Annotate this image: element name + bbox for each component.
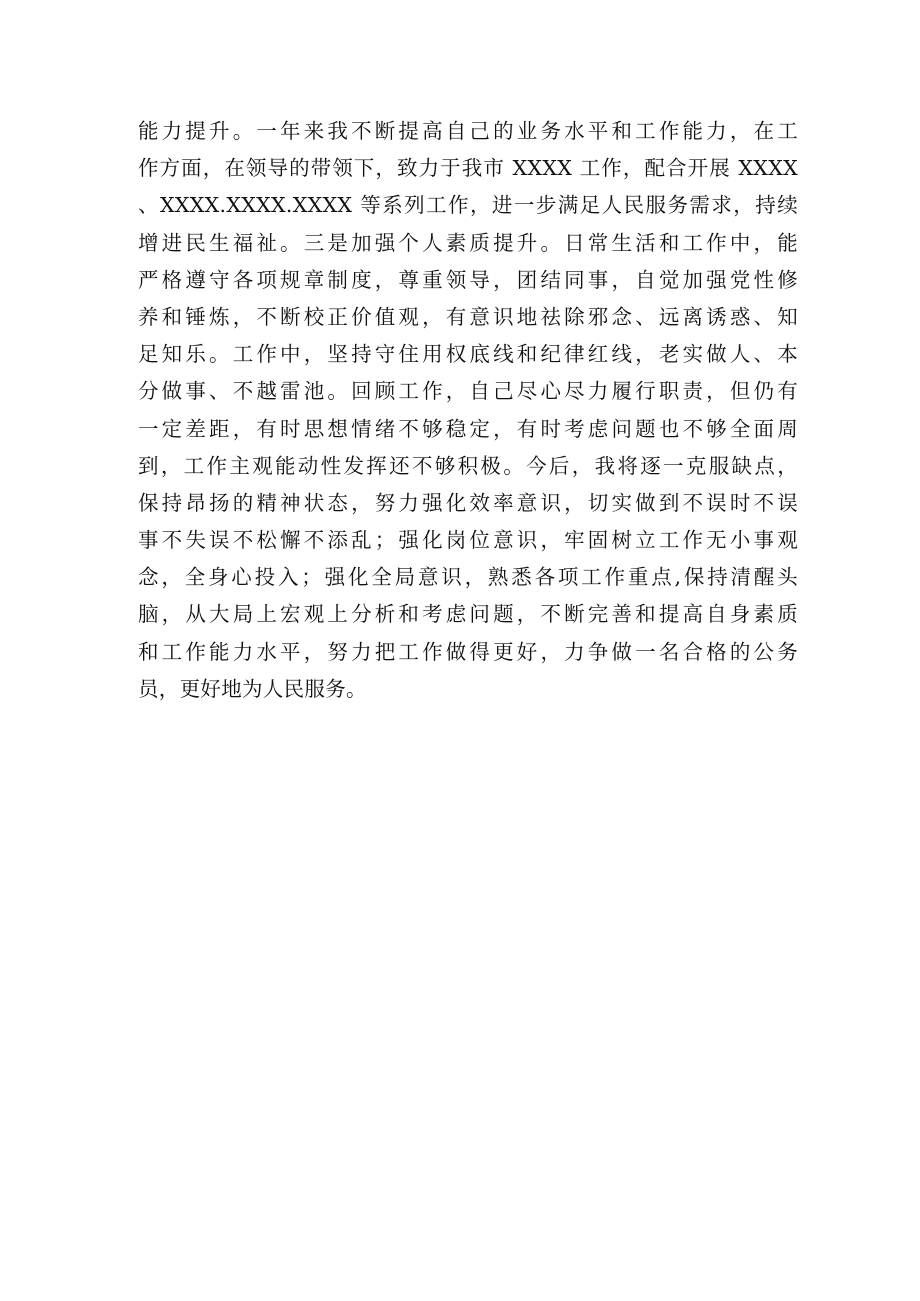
text-line: 足知乐。工作中，坚持守住用权底线和纪律红线，老实做人、本 (138, 342, 798, 367)
text-line: 和工作能力水平，努力把工作做得更好，力争做一名合格的公务 (138, 639, 798, 664)
text-line: 念，全身心投入；强化全局意识，熟悉各项工作重点,保持清醒头 (138, 565, 798, 590)
text-line: 作方面，在领导的带领下，致力于我市 XXXX 工作，配合开展 XXXX (138, 156, 798, 181)
text-line-last: 员，更好地为人民服务。 (138, 676, 367, 701)
text-line: 分做事、不越雷池。回顾工作，自己尽心尽力履行职责，但仍有 (138, 379, 798, 404)
text-line: 一定差距，有时思想情绪不够稳定，有时考虑问题也不够全面周 (138, 416, 798, 441)
text-line: 增进民生福祉。三是加强个人素质提升。日常生活和工作中，能 (138, 230, 798, 255)
text-line: 事不失误不松懈不添乱；强化岗位意识，牢固树立工作无小事观 (138, 528, 798, 553)
text-line: 、XXXX.XXXX.XXXX 等系列工作，进一步满足人民服务需求，持续 (138, 193, 798, 218)
text-line: 养和锤炼，不断校正价值观，有意识地祛除邪念、远离诱惑、知 (138, 304, 798, 329)
text-line: 保持昂扬的精神状态，努力强化效率意识，切实做到不误时不误 (138, 490, 798, 515)
text-line: 到，工作主观能动性发挥还不够积极。今后，我将逐一克服缺点， (138, 453, 798, 478)
text-line: 能力提升。一年来我不断提高自己的业务水平和工作能力，在工 (138, 119, 798, 143)
text-line: 严格遵守各项规章制度，尊重领导，团结同事，自觉加强党性修 (138, 267, 798, 292)
body-paragraph (138, 113, 798, 708)
text-line: 脑，从大局上宏观上分析和考虑问题，不断完善和提高自身素质 (138, 602, 798, 627)
